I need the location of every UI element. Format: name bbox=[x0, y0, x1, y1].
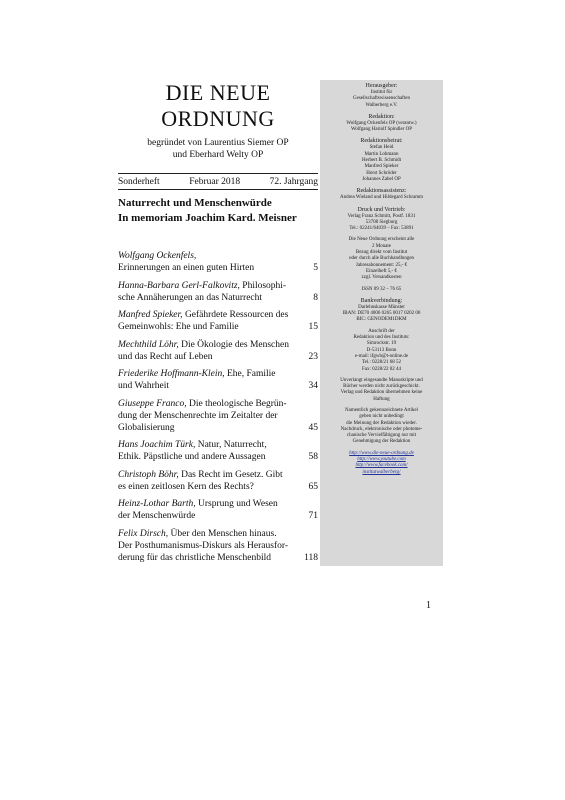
toc-entry-line bbox=[118, 498, 318, 510]
print-distribution-heading: Druck und Vertrieb: bbox=[357, 206, 406, 213]
issue-headline bbox=[118, 196, 318, 226]
issue-date: Februar 2018 bbox=[189, 177, 241, 187]
toc-entry-line bbox=[118, 469, 318, 481]
issue-volume: 72. Jahrgang bbox=[269, 177, 318, 187]
toc-author: Giuseppe Franco, bbox=[118, 398, 187, 409]
toc-entry-line bbox=[118, 262, 318, 274]
journal-title bbox=[118, 80, 318, 132]
notice bbox=[320, 408, 443, 446]
toc-title-text: Erinnerungen an einen guten Hirten bbox=[118, 263, 255, 273]
founders-line-1: begründet von Laurentius Siemer OP bbox=[147, 138, 289, 148]
title-line-2: ORDNUNG bbox=[161, 106, 275, 131]
editors-line: Wolfgang Ockenfels OP (verantw.) bbox=[346, 120, 417, 126]
address-line: Simrockstr. 19 bbox=[366, 341, 397, 347]
publisher-line: Gesellschaftswissenschaften bbox=[353, 96, 410, 102]
address-line: Tel.: 0228/21 68 52 bbox=[361, 360, 402, 366]
toc-title-text: Über den Menschen hinaus. bbox=[170, 528, 277, 539]
editorial-board-line: Manfred Spieker bbox=[364, 164, 399, 170]
founders bbox=[118, 137, 318, 161]
editors bbox=[320, 114, 443, 134]
toc-entry bbox=[118, 469, 318, 493]
address-line: D-53113 Bonn bbox=[366, 347, 397, 353]
toc-title-text: Gefährdete Ressourcen des bbox=[184, 310, 289, 320]
publisher bbox=[320, 83, 443, 109]
toc-entry bbox=[118, 250, 318, 274]
subscription-line: oder durch alle Buchhandlungen bbox=[348, 256, 415, 262]
toc-entry bbox=[118, 339, 318, 363]
toc-page-number: 71 bbox=[308, 511, 318, 521]
editorial-board-line: Martin Lohmann bbox=[364, 151, 399, 157]
address-line: e-mail: ifgwb@t-online.de bbox=[354, 353, 409, 359]
bank-details-line: IBAN: DE70 4006 0265 0017 0202 00 bbox=[342, 311, 421, 317]
toc-entry-line bbox=[118, 309, 318, 321]
toc-entry-line bbox=[118, 351, 318, 363]
left-column bbox=[118, 80, 318, 569]
toc-entry-line bbox=[118, 280, 318, 292]
bank-details-line: Darlehnskasse Münster bbox=[358, 304, 405, 310]
toc-author: Hans Joachim Türk, bbox=[118, 440, 196, 450]
toc-entry-line bbox=[118, 380, 318, 392]
toc-title-text: Natur, Naturrecht, bbox=[197, 440, 267, 450]
web-links bbox=[320, 451, 443, 476]
imprint-sidebar bbox=[320, 80, 443, 566]
subscription-line: 2 Monate bbox=[371, 243, 392, 249]
bank-details bbox=[320, 298, 443, 324]
toc-page-number: 58 bbox=[308, 452, 318, 462]
toc-page-number: 8 bbox=[313, 292, 318, 303]
editorial-board-line: Horst Schröder bbox=[366, 170, 397, 176]
web-links-line[interactable]: http://www.die-neue-ordnung.de bbox=[349, 450, 414, 456]
toc-author: Mechthild Löhr, bbox=[118, 339, 179, 350]
print-distribution-line: Tel.: 02241/64039 – Fax: 53891 bbox=[349, 226, 414, 232]
address-line: Redaktion und des Instituts: bbox=[353, 335, 410, 341]
toc-title-text: und Wahrheit bbox=[118, 381, 170, 391]
notice-line: die Meinung der Redaktion wieder. bbox=[346, 420, 417, 426]
subscription-line: Einzelheft 5,- € bbox=[366, 268, 397, 274]
toc-page-number: 118 bbox=[304, 552, 318, 563]
toc-title-text: Der Posthumanismus-Diskurs als Herausfor- bbox=[118, 540, 288, 551]
title-line-1: DIE NEUE bbox=[165, 80, 271, 105]
toc-page-number: 15 bbox=[308, 322, 318, 332]
subscription-line: Bezug direkt vom Institut bbox=[355, 250, 408, 256]
publisher-heading: Herausgeber: bbox=[365, 83, 398, 89]
toc-author: Friederike Hoffmann-Klein, bbox=[118, 369, 225, 379]
toc-entry-line bbox=[118, 321, 318, 333]
toc-entry bbox=[118, 309, 318, 333]
editors-heading: Redaktion: bbox=[368, 113, 395, 120]
subscription-line: zzgl. Versandkosten bbox=[361, 275, 402, 281]
toc-author: Heinz-Lothar Barth, bbox=[118, 499, 196, 509]
address bbox=[320, 329, 443, 373]
toc-title-text: Die theologische Begrün- bbox=[188, 398, 287, 409]
bank-details-heading: Bankverbindung: bbox=[360, 297, 403, 304]
bank-details-line: BIC: GENODEM1DKM bbox=[356, 317, 407, 323]
toc-title-text: Ursprung und Wesen bbox=[197, 499, 278, 509]
print-distribution-line: Verlag Franz Schmitt, Postf. 1831 bbox=[347, 213, 416, 219]
publisher-line: Walberberg e.V. bbox=[365, 102, 398, 108]
toc-title-text: Die Ökologie des Menschen bbox=[181, 339, 289, 350]
toc-title-text: sche Annäherungen an das Naturrecht bbox=[118, 292, 263, 303]
editorial-board-line: Herbert B. Schmidt bbox=[361, 158, 402, 164]
issue-label: Sonderheft bbox=[118, 177, 160, 187]
web-links-line[interactable]: http://www.facebook.com/ bbox=[355, 463, 408, 469]
notice-line: Namentlich gekennzeichnete Artikel bbox=[344, 407, 419, 413]
toc-entry-line bbox=[118, 410, 318, 422]
toc-entry-line bbox=[118, 339, 318, 351]
disclaimer-line: Haftung bbox=[373, 396, 390, 402]
editorial-board bbox=[320, 138, 443, 183]
toc-title-text: und das Recht auf Leben bbox=[118, 351, 213, 362]
toc-entry-line bbox=[118, 552, 318, 564]
toc-entry-line bbox=[118, 250, 318, 262]
editorial-assistant bbox=[320, 188, 443, 201]
headline-line-2: In memoriam Joachim Kard. Meisner bbox=[118, 212, 297, 224]
editors-line: Wolfgang Hariolf Spindler OP bbox=[350, 127, 413, 133]
editorial-assistant-line: Andrea Wieland und Hildegard Schramm bbox=[339, 195, 423, 201]
toc-entry bbox=[118, 528, 318, 564]
table-of-contents bbox=[118, 250, 318, 564]
editorial-board-heading: Redaktionsbeirat: bbox=[360, 138, 403, 145]
disclaimer-line: Verlag und Redaktion übernehmen keine bbox=[340, 390, 423, 396]
toc-author: Manfred Spieker, bbox=[118, 310, 183, 320]
toc-author: Hanna-Barbara Gerl-Falkovitz, bbox=[118, 280, 240, 291]
notice-line: Nachdruck, elektronische oder photome- bbox=[340, 426, 423, 432]
toc-entry-line bbox=[118, 368, 318, 380]
toc-entry bbox=[118, 439, 318, 463]
toc-author: Felix Dirsch, bbox=[118, 528, 169, 539]
notice-line: chanische Vervielfältigung nur mit bbox=[346, 433, 417, 439]
editorial-board-line: Johannes Zabel OP bbox=[362, 176, 401, 182]
toc-title-text: Das Recht im Gesetz. Gibt bbox=[181, 469, 283, 480]
editorial-assistant-heading: Redaktionsassistenz: bbox=[356, 188, 407, 195]
toc-entry-line bbox=[118, 481, 318, 493]
toc-entry-line bbox=[118, 540, 318, 552]
toc-author: Christoph Böhr, bbox=[118, 469, 179, 480]
toc-title-text: Philosophi- bbox=[242, 280, 287, 291]
toc-page-number: 65 bbox=[308, 481, 318, 492]
web-links-line[interactable]: institutwalberberg/ bbox=[362, 469, 401, 475]
headline-line-1: Naturrecht und Menschenwürde bbox=[118, 197, 272, 209]
toc-entry-line bbox=[118, 451, 318, 463]
toc-title-text: derung für das christliche Menschenbild bbox=[118, 552, 272, 563]
toc-page-number: 5 bbox=[313, 263, 318, 273]
toc-entry-line bbox=[118, 292, 318, 304]
toc-title-text: dung der Menschenrechte im Zeitalter der bbox=[118, 410, 278, 421]
subscription-line: Die Neue Ordnung erscheint alle bbox=[348, 237, 415, 243]
address-line: Anschrift der bbox=[368, 328, 395, 334]
toc-page-number: 34 bbox=[308, 381, 318, 391]
toc-author: Wolfgang Ockenfels, bbox=[118, 251, 197, 261]
disclaimer bbox=[320, 378, 443, 403]
publisher-line: Institut für bbox=[370, 90, 393, 95]
toc-page-number: 23 bbox=[308, 351, 318, 362]
bottom-rule bbox=[118, 189, 318, 190]
toc-entry bbox=[118, 498, 318, 522]
notice-line: geben nicht unbedingt bbox=[359, 414, 404, 420]
toc-title-text: es einen zeitlosen Kern des Rechts? bbox=[118, 481, 254, 492]
issn: ISSN 09 32 – 76 65 bbox=[361, 286, 402, 292]
disclaimer-line: Bücher werden nicht zurückgeschickt. bbox=[343, 384, 420, 390]
toc-entry-line bbox=[118, 510, 318, 522]
toc-title-text: Ethik. Päpstliche und andere Aussagen bbox=[118, 452, 266, 462]
page-number: 1 bbox=[426, 600, 431, 611]
address-line: Fax: 0228/22 02 44 bbox=[361, 366, 402, 372]
toc-entry-line bbox=[118, 422, 318, 434]
toc-entry bbox=[118, 280, 318, 304]
subscription-line: Jahresabonnement: 25,- € bbox=[355, 262, 408, 268]
toc-title-text: Gemeinwohls: Ehe und Familie bbox=[118, 322, 239, 332]
issue-meta bbox=[118, 174, 318, 189]
editorial-board-line: Stefan Heid bbox=[369, 145, 394, 151]
founders-line-2: und Eberhard Welty OP bbox=[172, 150, 264, 160]
toc-page-number: 45 bbox=[308, 422, 318, 433]
disclaimer-line: Unverlangt eingesandte Manuskripte und bbox=[340, 377, 423, 383]
toc-entry bbox=[118, 368, 318, 392]
print-distribution-line: 53708 Siegburg bbox=[365, 219, 398, 225]
subscription bbox=[320, 237, 443, 281]
print-distribution bbox=[320, 207, 443, 233]
toc-entry-line bbox=[118, 528, 318, 540]
toc-title-text: der Menschenwürde bbox=[118, 511, 196, 521]
web-links-line[interactable]: http://www.youtube.com bbox=[357, 457, 406, 463]
toc-title-text: Globalisierung bbox=[118, 422, 175, 433]
toc-entry-line bbox=[118, 439, 318, 451]
toc-entry bbox=[118, 398, 318, 434]
toc-title-text: Ehe, Familie bbox=[226, 369, 276, 379]
notice-line: Genehmigung der Redaktion bbox=[352, 439, 411, 445]
toc-entry-line bbox=[118, 398, 318, 410]
